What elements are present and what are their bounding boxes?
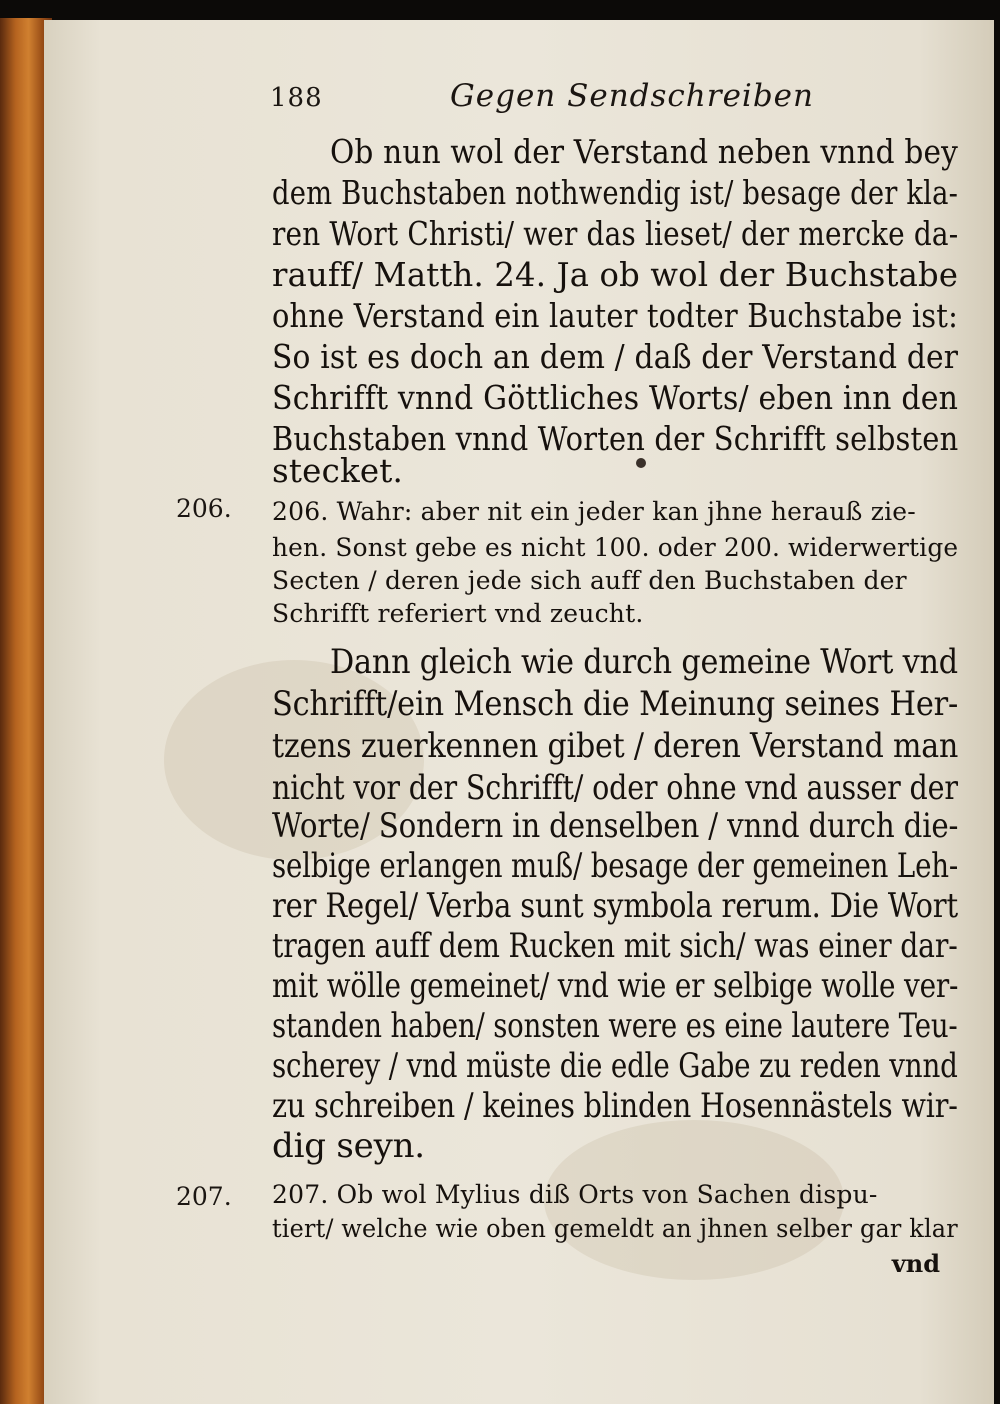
note-line: hen. Sonst gebe es nicht 100. oder 200. widerwertige [272,533,959,562]
note-line: tiert/ welche wie oben gemeldt an jhnen selber gar klar [272,1214,958,1243]
note-line: Schrifft referiert vnd zeucht. [272,599,644,628]
text-line: dig seyn. [272,1126,425,1166]
text-line: rauff/ Matth. 24. Ja ob wol der Buchstabe [272,256,959,294]
margin-number-207: 207. [176,1182,232,1211]
page-header [270,78,814,114]
margin-number-206: 206. [176,494,232,523]
text-line: selbige erlangen muß/ besage der gemeinen Leh- [272,846,959,886]
text-line: Worte/ Sondern in denselben / vnnd durch die- [272,806,959,846]
text-line: standen haben/ sonsten were es eine lautere Teu- [272,1006,958,1046]
note-line: Secten / deren jede sich auff den Buchstaben der [272,566,907,595]
running-title: Gegen Sendschreiben [450,78,814,114]
text-line: nicht vor der Schrifft/ oder ohne vnd ausser der [272,768,958,808]
text-line: scherey / vnd müste die edle Gabe zu reden vnnd [272,1046,958,1086]
text-line: ohne Verstand ein lauter todter Buchstabe ist: [272,297,958,335]
text-line: Buchstaben vnnd Worten der Schrifft selbsten [272,420,959,458]
text-line: stecket. [272,452,404,490]
text-line: tzens zuerkennen gibet / deren Verstand man [272,726,959,766]
text-line: ren Wort Christi/ wer das lieset/ der mercke da- [272,215,959,253]
text-line: Dann gleich wie durch gemeine Wort vnd [330,642,958,682]
note-line: 207. Ob wol Mylius diß Orts von Sachen dispu- [272,1180,878,1209]
text-line: rer Regel/ Verba sunt symbola rerum. Die Wort [272,886,958,926]
catchword: vnd [891,1249,940,1278]
text-line: So ist es doch an dem / daß der Verstand der [272,338,959,376]
text-line: Schrifft/ein Mensch die Meinung seines Her- [272,684,959,724]
text-line: mit wölle gemeinet/ vnd wie er selbige wolle ver- [272,966,959,1006]
text-line: dem Buchstaben nothwendig ist/ besage der kla- [272,174,959,212]
note-line: 206. Wahr: aber nit ein jeder kan jhne herauß zie- [272,497,916,526]
page-number: 188 [270,83,323,113]
ink-blot [636,458,646,468]
text-line: Ob nun wol der Verstand neben vnnd bey [330,133,959,171]
text-line: tragen auff dem Rucken mit sich/ was einer dar- [272,926,958,966]
text-line: Schrifft vnnd Göttliches Worts/ eben inn den [272,379,959,417]
text-line: zu schreiben / keines blinden Hosennästels wir- [272,1086,958,1126]
